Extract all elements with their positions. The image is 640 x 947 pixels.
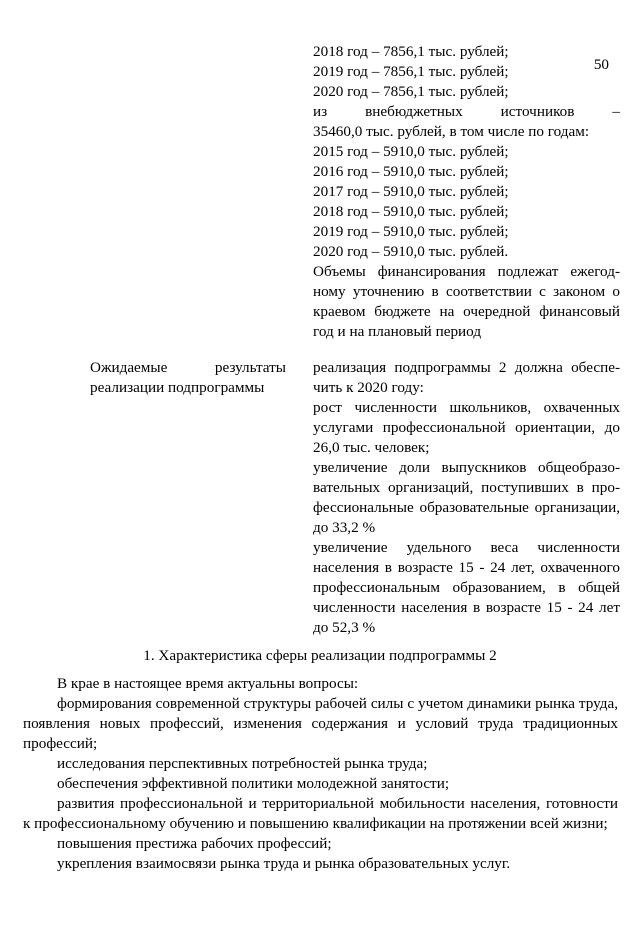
- finance-line: 2015 год – 5910,0 тыс. рублей;: [313, 143, 509, 160]
- results-label: Ожидаемые результаты реализации подпрограммы: [90, 359, 286, 396]
- document-page: [0, 42, 640, 947]
- results-intro: реализация подпрограммы 2 должна обеспечить к 2020 году:: [313, 359, 620, 396]
- paragraph: развития профессиональной и территориальной мобильности населения, готовности к профессиональному обучению и повышению квалификации на протяжении всей жизни;: [23, 795, 618, 832]
- paragraph: исследования перспективных потребностей рынка труда;: [57, 755, 428, 772]
- paragraph: формирования современной структуры рабочей силы с учетом динамики рынка труда, появления новых профессий, изменения содержания и условий труда традиционных профессий;: [23, 695, 618, 752]
- finance-line: 35460,0 тыс. рублей, в том числе по годам:: [313, 123, 590, 140]
- finance-line: 2018 год – 5910,0 тыс. рублей;: [313, 203, 509, 220]
- finance-line: 2018 год – 7856,1 тыс. рублей;: [313, 43, 509, 60]
- finance-line: 2020 год – 5910,0 тыс. рублей.: [313, 243, 509, 260]
- finance-note: Объемы финансирования подлежат ежегодному уточнению в соответствии с законом о краевом бюджете на очередной финансовый год и на плановый период: [313, 263, 620, 340]
- finance-line: 2019 год – 7856,1 тыс. рублей;: [313, 63, 509, 80]
- section-heading: 1. Характеристика сферы реализации подпрограммы 2: [143, 647, 497, 664]
- finance-line: 2016 год – 5910,0 тыс. рублей;: [313, 163, 509, 180]
- expected-results-row: [0, 358, 640, 638]
- page-number: 50: [593, 56, 609, 73]
- finance-line: 2020 год – 7856,1 тыс. рублей;: [313, 83, 509, 100]
- section-body: [23, 674, 618, 874]
- finance-continuation: [313, 42, 620, 342]
- results-content: [313, 358, 620, 638]
- paragraph: повышения престижа рабочих профессий;: [57, 835, 332, 852]
- finance-line: из внебюджетных источников –: [313, 103, 620, 120]
- paragraph: В крае в настоящее время актуальны вопросы:: [57, 675, 359, 692]
- finance-line: 2017 год – 5910,0 тыс. рублей;: [313, 183, 509, 200]
- paragraph: укрепления взаимосвязи рынка труда и рынка образовательных услуг.: [57, 855, 511, 872]
- results-item: рост численности школьников, охваченных услугами профессиональной ориентации, до 26,0 тыс. человек;: [313, 399, 620, 456]
- results-item: увеличение доли выпускников общеобразовательных организаций, поступивших в профессиональные образовательные организации, до 33,2 %: [313, 459, 620, 536]
- finance-line: 2019 год – 5910,0 тыс. рублей;: [313, 223, 509, 240]
- paragraph: обеспечения эффективной политики молодежной занятости;: [57, 775, 450, 792]
- results-item: увеличение удельного веса численности населения в возрасте 15 - 24 лет, охваченного профессиональным образованием, в общей численности населения в возрасте 15 - 24 лет до 52,3 %: [313, 539, 620, 636]
